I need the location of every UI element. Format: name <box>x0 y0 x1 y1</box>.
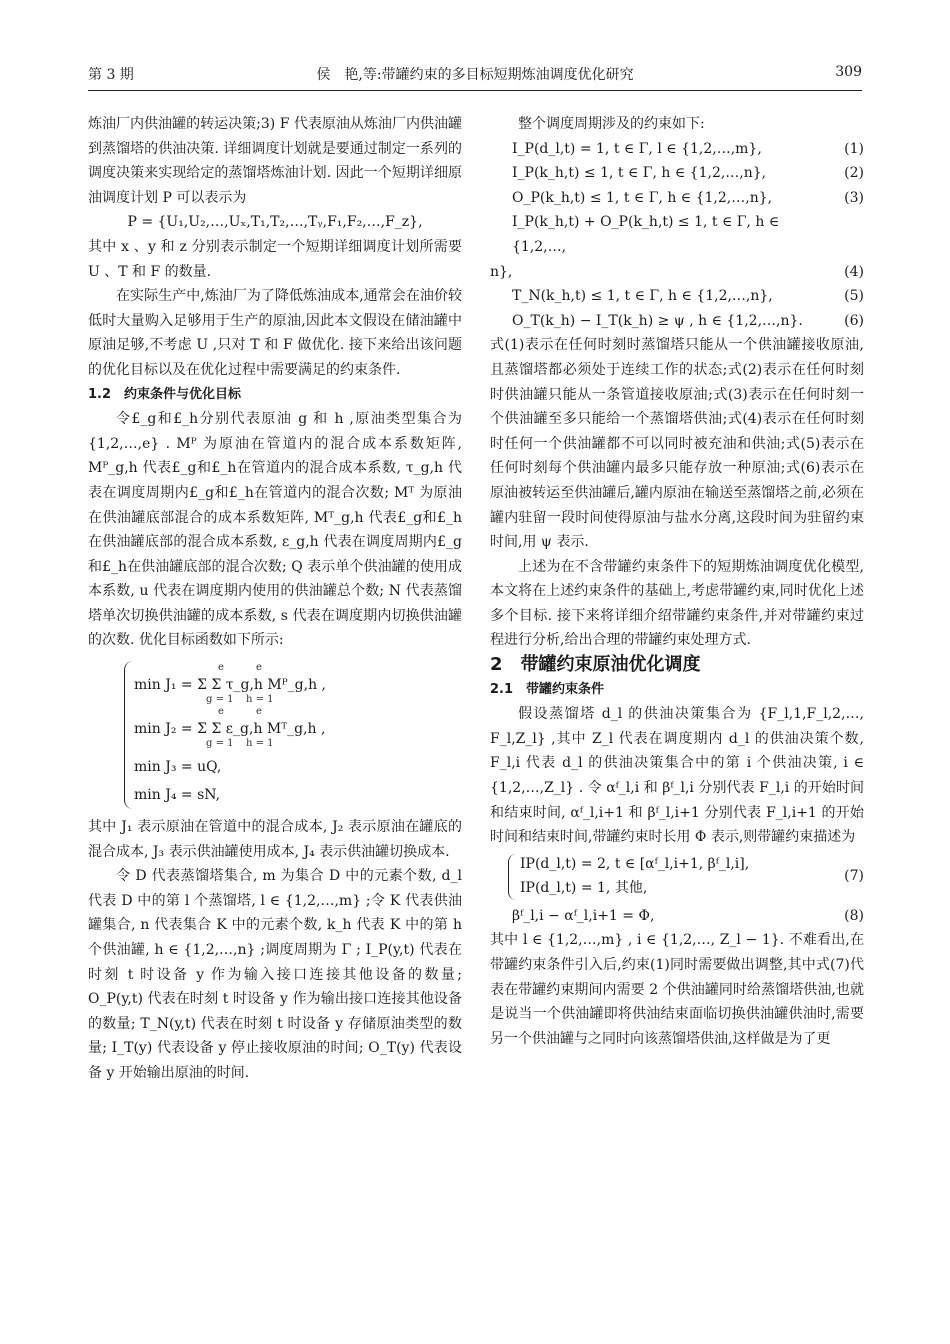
brace <box>124 661 133 809</box>
equation-6 <box>490 309 864 334</box>
sum-lower-limit: h = 1 <box>246 694 274 706</box>
sum-lower-limit: h = 1 <box>246 738 274 750</box>
paragraph: 炼油厂内供油罐的转运决策;3) F 代表原油从炼油厂内供油罐到蒸馏塔的供油决策. 详细调度计划就是要通过制定一系列的调度决策来实现给定的蒸馏塔炼油计划. 因此一个短期详细原油调度计划 P 可以表示为 <box>88 116 462 206</box>
equation-number: (2) <box>844 165 864 182</box>
paragraph: 令£_g和£_h分别代表原油 g 和 h ,原油类型集合为 {1,2,…,e} . Mᴾ 为原油在管道内的混合成本系数矩阵, Mᴾ_g,h 代表£_g和£_h在管道内的混合成本系数, τ_g,h 代表在调度周期内£_g和£_h在管道内的混合次数; Mᵀ 为原油在供油罐底部混合的成本系数矩阵, Mᵀ_g,h 代表£_g和£_h在供油罐底部的混合成本系数, ε_g,h 代表在调度周期内£_g和£_h在供油罐底部的混合次数; Q 表示单个供油罐的使用成本系数, u 代表在调度期内使用的供油罐总个数; N 代表蒸馏塔单次切换供油罐的成本系数, s 代表在调度期内切换供油罐的次数. 优化目标函数如下所示: <box>88 411 462 649</box>
equation-text: T_N(k_h,t) ≤ 1, t ∈ Γ, h ∈ {1,2,…,n}, <box>512 288 773 305</box>
equation-4 <box>490 210 864 259</box>
sum-lower-limit: g = 1 <box>206 694 234 706</box>
equation-P: P = {U₁,U₂,…,Uₓ,T₁,T₂,…,Tᵧ,F₁,F₂,…,F_z}, <box>127 214 423 231</box>
paragraph: 上述为在不含带罐约束条件下的短期炼油调度优化模型,本文将在上述约束条件的基础上,考虑带罐约束,同时优化上述多个目标. 接下来将详细介绍带罐约束条件,并对带罐约束过程进行分析,给出合理的带罐约束处理方式. <box>490 558 864 649</box>
equation-number: (4) <box>844 263 864 280</box>
sum-upper-limit: e <box>218 706 224 718</box>
equation-text: O_P(k_h,t) ≤ 1, t ∈ Γ, h ∈ {1,2,…,n}, <box>512 189 773 206</box>
objective-system <box>88 659 462 811</box>
objective-3: min J₃ = uQ, <box>134 759 222 776</box>
sum-lower-limit: g = 1 <box>206 738 234 750</box>
sum-upper-limit: e <box>218 662 224 674</box>
running-header <box>88 64 862 88</box>
right-column <box>490 112 864 1051</box>
issue-label: 第 3 期 <box>88 67 134 83</box>
section-heading-2: 2 带罐约束原油优化调度 <box>490 654 701 676</box>
equation-text: I_P(k_h,t) + O_P(k_h,t) ≤ 1, t ∈ Γ, h ∈ {1,2,…, <box>512 214 780 255</box>
equation-3 <box>490 186 864 211</box>
sum-upper-limit: e <box>256 662 262 674</box>
section-heading-1-2: 1.2 约束条件与优化目标 <box>88 386 242 402</box>
equation-8 <box>490 904 864 929</box>
running-title: 侯 艳,等:带罐约束的多目标短期炼油调度优化研究 <box>316 67 634 83</box>
equation-number: (6) <box>844 312 864 329</box>
left-column <box>88 112 462 1086</box>
equation-number: (3) <box>844 189 864 206</box>
page-number: 309 <box>835 64 862 80</box>
paragraph: 在实际生产中,炼油厂为了降低炼油成本,通常会在油价较低时大量购入足够用于生产的原油,因此本文假设在储油罐中原油足够,不考虑 U ,只对 T 和 F 做优化. 接下来给出该问题的优化目标以及在优化过程中需要满足的约束条件. <box>88 288 462 378</box>
equation-text: βᶠ_l,i − αᶠ_l,i+1 = Φ, <box>512 907 655 924</box>
objective-4: min J₄ = sN, <box>134 787 221 804</box>
section-heading-2-1: 2.1 带罐约束条件 <box>490 681 605 697</box>
paragraph: 假设蒸馏塔 d_l 的供油决策集合为 {F_l,1,F_l,2,…, F_l,Z_l} ,其中 Z_l 代表在调度期内 d_l 的供油决策个数, F_l,i 代表 d_l 的供油决策集合中的第 i 个供油决策, i ∈ {1,2,…,Z_l} . 令 αᶠ_l,i 和 βᶠ_l,i 分别代表 F_l,i 的开始时间和结束时间, αᶠ_l,i+1 和 βᶠ_l,i+1 分别代表 F_l,i+1 的开始时间和结束时间,带罐约束时长用 Φ 表示,则带罐约束描述为 <box>490 706 864 846</box>
equation-number: (5) <box>844 288 864 305</box>
equation-1 <box>490 137 864 162</box>
objective-2: min J₂ = Σ Σ ε_g,h Mᵀ_g,h , <box>134 721 326 738</box>
equation-text: n}, <box>490 263 513 280</box>
equation-4-cont <box>490 260 864 285</box>
equation-number: (1) <box>844 140 864 157</box>
equation-7-line-2: IP(d_l,t) = 1, 其他, <box>520 879 648 896</box>
equation-text: I_P(k_h,t) ≤ 1, t ∈ Γ, h ∈ {1,2,…,n}, <box>512 165 767 182</box>
equation-7 <box>490 852 864 902</box>
equation-5 <box>490 284 864 309</box>
sum-upper-limit: e <box>256 706 262 718</box>
objective-1: min J₁ = Σ Σ τ_g,h Mᴾ_g,h , <box>134 677 326 694</box>
equation-7-line-1: IP(d_l,t) = 2, t ∈ [αᶠ_l,i+1, βᶠ_l,i], <box>520 855 750 872</box>
paragraph: 整个调度周期涉及的约束如下: <box>518 116 705 132</box>
brace <box>508 854 516 900</box>
paragraph: 其中 x 、y 和 z 分别表示制定一个短期详细调度计划所需要 U 、T 和 F 的数量. <box>88 238 462 280</box>
paragraph: 其中 J₁ 表示原油在管道中的混合成本, J₂ 表示原油在罐底的混合成本, J₃ 表示供油罐使用成本, J₄ 表示供油罐切换成本. <box>88 819 462 860</box>
equation-text: I_P(d_l,t) = 1, t ∈ Γ, l ∈ {1,2,…,m}, <box>512 140 762 157</box>
equation-2 <box>490 161 864 186</box>
header-rule <box>88 90 862 91</box>
equation-text: O_T(k_h) − I_T(k_h) ≥ ψ , h ∈ {1,2,…,n}. <box>512 312 803 329</box>
paragraph: 其中 l ∈ {1,2,…,m} , i ∈ {1,2,…, Z_l − 1}. 不难看出,在带罐约束条件引入后,约束(1)同时需要做出调整,其中式(7)代表在带罐约束期间内需要 2 个供油罐同时给蒸馏塔供油,也就是说当一个供油罐即将供油结束面临切换供油罐供油时,需要另一个供油罐与之同时向该蒸馏塔供油,这样做是为了更 <box>490 932 864 1047</box>
equation-number: (8) <box>844 907 864 924</box>
paragraph: 式(1)表示在任何时刻时蒸馏塔只能从一个供油罐接收原油,且蒸馏塔都必须处于连续工作的状态;式(2)表示在任何时刻时供油罐只能从一条管道接收原油;式(3)表示在任何时刻一个供油罐至多只能给一个蒸馏塔供油;式(4)表示在任何时刻时任何一个供油罐都不可以同时被充油和供油;式(5)表示在任何时刻每个供油罐内最多只能存放一种原油;式(6)表示在原油被转运至供油罐后,罐内原油在输送至蒸馏塔之前,必须在罐内驻留一段时间使得原油与盐水分离,这段时间为驻留约束时间,用 ψ 表示. <box>490 337 864 551</box>
equation-number: (7) <box>844 867 864 884</box>
paragraph: 令 D 代表蒸馏塔集合, m 为集合 D 中的元素个数, d_l 代表 D 中的第 l 个蒸馏塔, l ∈ {1,2,…,m} ;令 K 代表供油罐集合, n 代表集合 K 中的元素个数, k_h 代表 K 中的第 h 个供油罐, h ∈ {1,2,…,n} ;调度周期为 Γ ; I_P(y,t) 代表在时刻 t 时设备 y 作为输入接口连接其他设备的数量; O_P(y,t) 代表在时刻 t 时设备 y 作为输出接口连接其他设备的数量; T_N(y,t) 代表在时刻 t 时设备 y 存储原油类型的数量; I_T(y) 代表设备 y 停止接收原油的时间; O_T(y) 代表设备 y 开始输出原油的时间. <box>88 868 462 1081</box>
